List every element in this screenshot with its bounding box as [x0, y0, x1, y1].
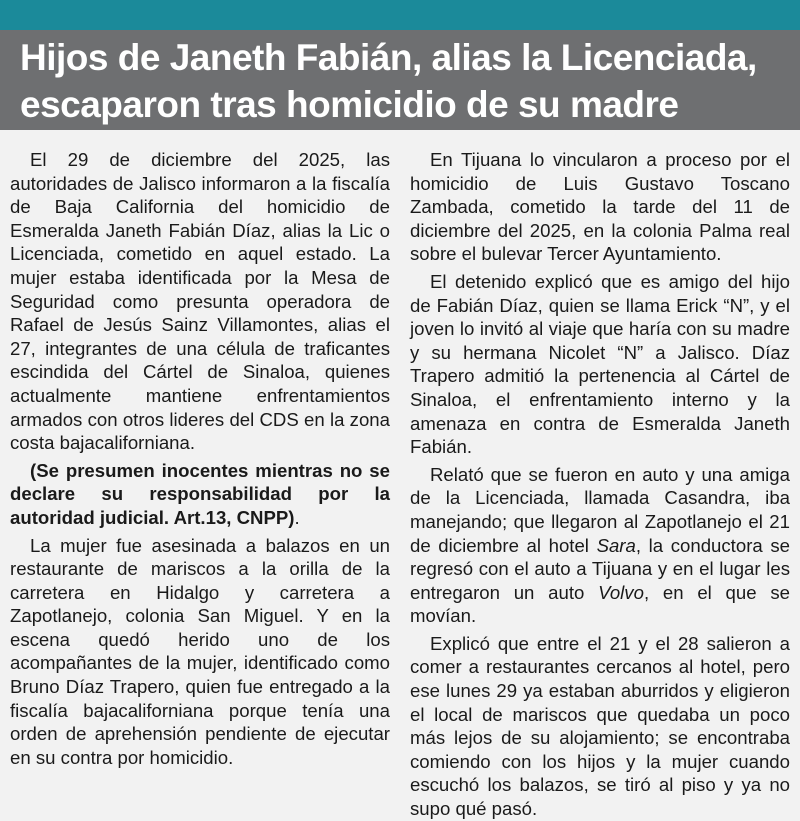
- text-run: , en el que se movían.: [410, 581, 790, 627]
- left-column: [10, 148, 410, 802]
- right-column: [410, 148, 790, 820]
- legal-notice-paragraph: [10, 459, 390, 530]
- top-accent-bar: [0, 0, 800, 30]
- paragraph: La mujer fue asesinada a balazos en un restaurante de mariscos a la orilla de la carretera en Hidalgo y carretera a Zapotlanejo, colonia San Miguel. Y en la escena quedó herido uno de los acompañantes de la mujer, identificado como Bruno Díaz Trapero, quien fue entregado a la fiscalía bajacaliforniana porque tenía una orden de aprehensión pendiente de ejecutar en su contra por homicidio.: [10, 534, 390, 768]
- headline-band: [0, 30, 800, 130]
- paragraph: En Tijuana lo vincularon a proceso por el homicidio de Luis Gustavo Toscano Zambada, cometido la tarde del 11 de diciembre del 2025, en la colonia Palma real sobre el bulevar Tercer Ayuntamiento.: [410, 149, 790, 265]
- legal-notice: (Se presumen inocentes mientras no se declare su responsabilidad por la autoridad judicial. Art.13, CNPP): [10, 459, 390, 528]
- headline-line-2: escaparon tras homicidio de su madre: [20, 84, 679, 125]
- headline-line-1: Hijos de Janeth Fabián, alias la Licenciada,: [20, 37, 757, 78]
- hotel-name: Sara: [596, 534, 636, 556]
- article-headline: [20, 34, 780, 128]
- paragraph: El 29 de diciembre del 2025, las autoridades de Jalisco informaron a la fiscalía de Baja California del homicidio de Esmeralda Janeth Fabián Díaz, alias la Lic o Licenciada, cometido en aquel estado. La mujer estaba identificada por la Mesa de Seguridad como presunta operadora de Rafael de Jesús Sainz Villamontes, alias el 27, integrantes de una célula de traficantes escindida del Cártel de Sinaloa, quienes actualmente mantiene enfrentamientos armados con otros lideres del CDS en la zona costa bajacaliforniana.: [10, 149, 390, 454]
- paragraph: El detenido explicó que es amigo del hijo de Fabián Díaz, quien se llama Erick “N”, y el joven lo invitó al viaje que haría con su madre y su hermana Nicolet “N” a Jalisco. Díaz Trapero admitió la pertenencia al Cártel de Sinaloa, el enfrentamiento interno y la amenaza en contra de Esmeralda Janeth Fabián.: [410, 270, 790, 458]
- paragraph: Explicó que entre el 21 y el 28 salieron a comer a restaurantes cercanos al hotel, pero ese lunes 29 ya estaban aburridos y eligieron el local de mariscos que quedaba un poco más lejos de su alojamiento; se encontraba comiendo con los hijos y la mujer cuando escuchó los balazos, se tiró al piso y ya no supo qué pasó.: [410, 632, 790, 820]
- text-run: , la conductora se regresó con el auto a Tijuana y en el lugar les entregaron un auto: [410, 534, 790, 603]
- car-brand: Volvo: [598, 581, 644, 603]
- paragraph: [410, 463, 790, 628]
- legal-notice-tail: .: [294, 506, 300, 528]
- text-run: Relató que se fueron en auto y una amiga de la Licenciada, llamada Casandra, iba manejando; que llegaron al Zapotlanejo el 21 de diciembre al hotel: [410, 463, 790, 556]
- article-body: [0, 130, 800, 820]
